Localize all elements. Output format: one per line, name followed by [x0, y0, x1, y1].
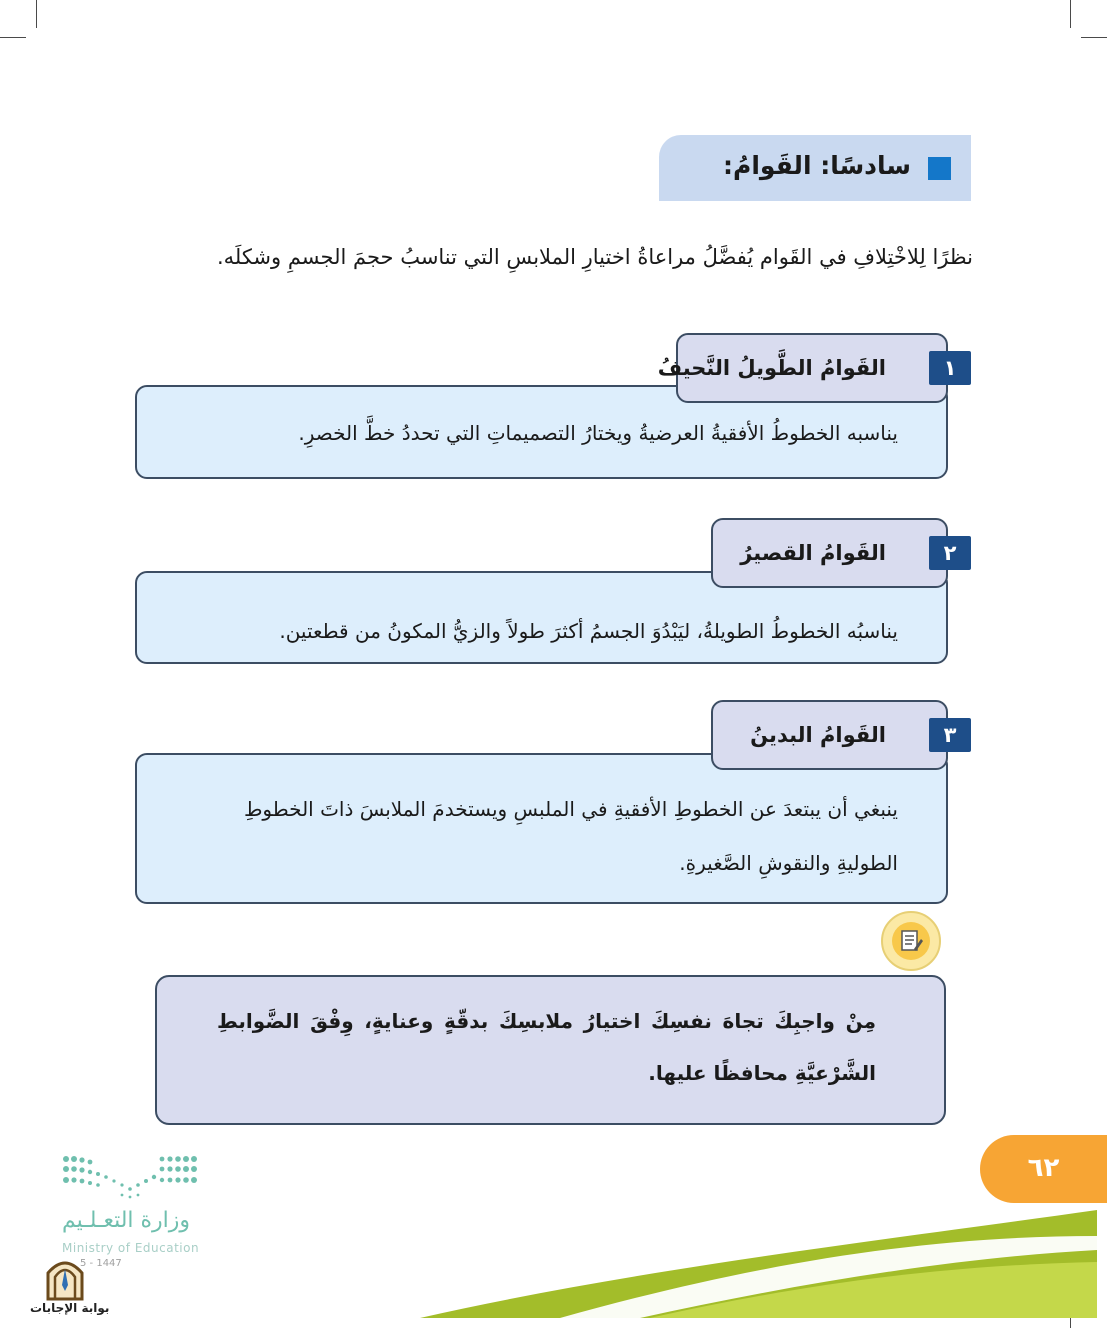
item-tab-1: [657, 333, 948, 403]
note-text: مِنْ واجبِكَ تجاهَ نفسِكَ اختيارُ ملابسِكَ بدقّةٍ وعنايةٍ، وِفْقَ الضَّوابطِ الشَّرْعيَّةِ محافظًا عليها.: [217, 1009, 876, 1085]
item-number-3: ٣: [929, 718, 971, 752]
section-header: [659, 135, 971, 201]
gate-watermark-icon: [44, 1255, 86, 1301]
note-box: [155, 975, 946, 1125]
section-title: سادسًا: القَوامُ:: [723, 151, 911, 180]
item-3-text-line-2: الطوليةِ والنقوشِ الصَّغيرةِ.: [679, 851, 898, 875]
item-number-2: ٢: [929, 536, 971, 570]
intro-paragraph: نظرًا لِلاخْتِلافِ في القَوام يُفضَّلُ مراعاةُ اختيارِ الملابسِ التي تناسبُ حجمَ الجسمِ وشكلَه.: [216, 245, 973, 269]
notepad-icon: [881, 911, 941, 971]
gate-watermark-label: بوابة الإجابات: [30, 1301, 110, 1315]
section-bullet-square: [928, 157, 951, 180]
ministry-logo-icon: [62, 1155, 198, 1201]
ministry-logo-year: 5 - 1447: [80, 1258, 122, 1269]
item-tab-2: [711, 518, 948, 588]
item-3-text-line-1: ينبغي أن يبتعدَ عن الخطوطِ الأفقيةِ في الملبسِ ويستخدمَ الملابسَ ذاتَ الخطوطِ: [243, 797, 898, 821]
item-2-text: يناسبُه الخطوطُ الطويلةُ، ليَبْدُوَ الجسمُ أكثرَ طولاً والزيُّ المكونُ من قطعتين.: [279, 619, 898, 643]
ministry-logo-arabic: وزارة التعـلـيم: [62, 1208, 191, 1233]
page-number-badge: ٦٢: [980, 1135, 1107, 1203]
item-1-title: القَوامُ الطَّويلُ النَّحيفُ: [657, 356, 886, 380]
item-number-1: ١: [929, 351, 971, 385]
item-2-title: القَوامُ القصيرُ: [740, 541, 886, 565]
ministry-logo-english: Ministry of Education: [62, 1241, 200, 1255]
item-1-text: يناسبه الخطوطُ الأفقيةُ العرضيةُ ويختارُ التصميماتِ التي تحددُ خطَّ الخصرِ.: [298, 421, 898, 445]
item-box-3: [135, 753, 948, 904]
item-tab-3: [711, 700, 948, 770]
item-3-title: القَوامُ البدينُ: [750, 723, 886, 747]
